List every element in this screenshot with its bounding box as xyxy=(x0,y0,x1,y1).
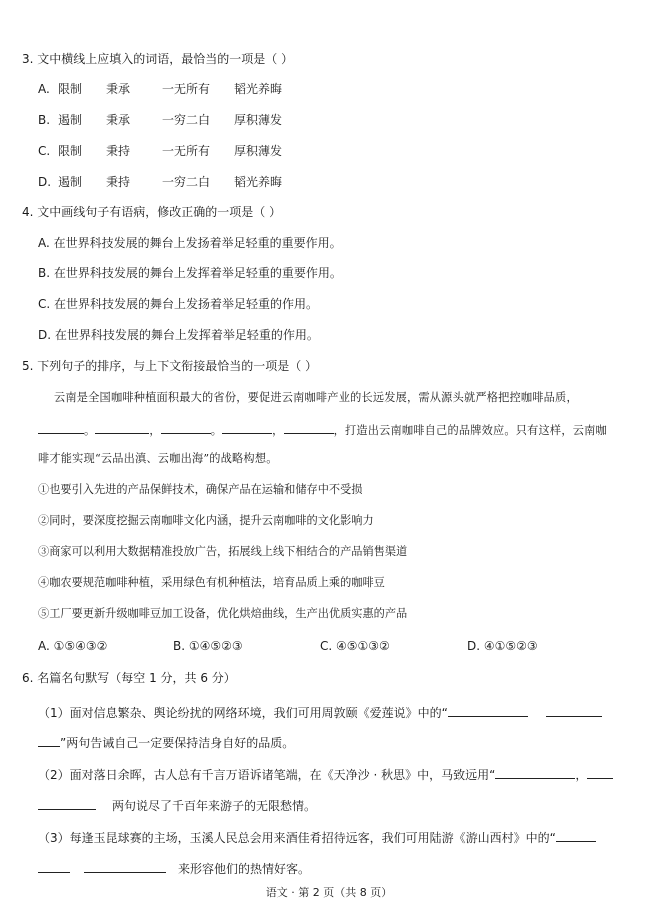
q5-sentence-1: ①也要引入先进的产品保鲜技术，确保产品在运输和储存中不受损 xyxy=(38,483,363,496)
q3-option-d xyxy=(38,174,282,190)
q5-sentence-4: ④咖农要规范咖啡种植，采用绿色有机种植法，培育品质上乘的咖啡豆 xyxy=(38,576,385,589)
item-text: 两句说尽了千百年来游子的无限愁情。 xyxy=(112,799,317,813)
q5-passage-line-1: 云南是全国咖啡种植面积最大的省份，要促进云南咖啡产业的长远发展，需从源头就严格把控咖啡品质， xyxy=(54,391,578,404)
answer-blank[interactable] xyxy=(222,421,272,434)
item-text: （1）面对信息繁杂、舆论纷扰的网络环境，我们可用周敦颐《爱莲说》中的“ xyxy=(38,706,448,720)
option-word: 韬光养晦 xyxy=(234,175,283,189)
option-label: B. xyxy=(38,113,51,127)
punct: ， xyxy=(149,424,161,437)
option-word: 限制 xyxy=(58,82,83,96)
answer-blank[interactable] xyxy=(38,421,84,434)
q5-choice-d: D. ④①⑤②③ xyxy=(467,639,538,653)
q6-item-1-line-2 xyxy=(38,734,294,751)
punct: 。 xyxy=(210,424,223,437)
option-word: 一无所有 xyxy=(162,82,211,96)
option-word: 秉持 xyxy=(106,175,131,189)
q3-title: 3. 文中横线上应填入的词语，最恰当的一项是（ ） xyxy=(22,52,294,66)
q5-title: 5. 下列句子的排序，与上下文衔接最恰当的一项是（ ） xyxy=(22,359,318,373)
punct: 。 xyxy=(84,424,96,437)
option-word: 遏制 xyxy=(58,175,83,189)
option-word: 秉承 xyxy=(106,113,131,127)
q3-option-c xyxy=(38,143,282,159)
option-word: 一穷二白 xyxy=(162,175,211,189)
q6-item-3-line-1 xyxy=(38,829,596,846)
q3-option-b xyxy=(38,112,282,128)
q5-passage-line-3: 啡才能实现“云品出滇、云咖出海”的战略构想。 xyxy=(38,452,278,465)
answer-blank[interactable] xyxy=(556,829,596,842)
answer-blank[interactable] xyxy=(95,421,149,434)
option-label: A. xyxy=(38,82,50,96)
q5-choice-b: B. ①④⑤②③ xyxy=(173,639,243,653)
item-text: （3）每逢玉昆球赛的主场，玉溪人民总会用来酒佳肴招待远客，我们可用陆游《游山西村》中的“ xyxy=(38,831,556,845)
option-word: 秉持 xyxy=(106,144,131,158)
page-footer: 语文 · 第 2 页（共 8 页） xyxy=(265,886,393,899)
q6-item-2-line-1 xyxy=(38,766,613,783)
q4-option-d: D. 在世界科技发展的舞台上发挥着举足轻重的作用。 xyxy=(38,328,319,342)
q5-sentence-2: ②同时，要深度挖掘云南咖啡文化内涵，提升云南咖啡的文化影响力 xyxy=(38,514,374,527)
punct: ， xyxy=(272,424,284,437)
answer-blank[interactable] xyxy=(546,704,602,717)
q5-passage-line-2 xyxy=(38,421,607,439)
answer-blank[interactable] xyxy=(38,797,96,810)
q4-option-b: B. 在世界科技发展的舞台上发挥着举足轻重的重要作用。 xyxy=(38,266,342,280)
answer-blank[interactable] xyxy=(284,421,334,434)
answer-blank[interactable] xyxy=(448,704,528,717)
option-word: 遏制 xyxy=(58,113,83,127)
q3-option-a xyxy=(38,81,282,97)
option-word: 秉承 xyxy=(106,82,131,96)
answer-blank[interactable] xyxy=(38,860,70,873)
answer-blank[interactable] xyxy=(84,860,166,873)
q6-item-1-line-1 xyxy=(38,704,602,721)
punct: ， xyxy=(575,768,588,782)
q4-title: 4. 文中画线句子有语病，修改正确的一项是（ ） xyxy=(22,205,282,219)
q5-sentence-3: ③商家可以利用大数据精准投放广告，拓展线上线下相结合的产品销售渠道 xyxy=(38,545,408,558)
q6-title: 6. 名篇名句默写（每空 1 分，共 6 分） xyxy=(22,671,236,685)
q5-choice-a: A. ①⑤④③② xyxy=(38,639,108,653)
q6-item-2-line-2 xyxy=(38,797,316,814)
answer-blank[interactable] xyxy=(161,421,211,434)
q5-sentence-5: ⑤工厂要更新升级咖啡豆加工设备，优化烘焙曲线，生产出优质实惠的产品 xyxy=(38,607,408,620)
option-word: 厚积薄发 xyxy=(234,144,283,158)
answer-blank[interactable] xyxy=(495,766,575,779)
answer-blank[interactable] xyxy=(38,734,60,747)
passage-tail: ，打造出云南咖啡自己的品牌效应。只有这样，云南咖 xyxy=(333,424,607,437)
item-text: 来形容他们的热情好客。 xyxy=(178,862,311,876)
q4-option-c: C. 在世界科技发展的舞台上发扬着举足轻重的作用。 xyxy=(38,297,319,311)
option-word: 限制 xyxy=(58,144,83,158)
q6-item-3-line-2 xyxy=(38,860,310,877)
item-text: （2）面对落日余晖，古人总有千言万语诉诸笔端，在《天净沙 · 秋思》中，马致远用“ xyxy=(38,768,496,782)
item-text: ”两句告诫自己一定要保持洁身自好的品质。 xyxy=(60,736,295,750)
q4-option-a: A. 在世界科技发展的舞台上发扬着举足轻重的重要作用。 xyxy=(38,236,342,250)
option-word: 一穷二白 xyxy=(162,113,211,127)
option-word: 厚积薄发 xyxy=(234,113,283,127)
option-word: 一无所有 xyxy=(162,144,211,158)
q5-choice-c: C. ④⑤①③② xyxy=(320,639,390,653)
option-label: C. xyxy=(38,144,51,158)
option-word: 韬光养晦 xyxy=(234,82,283,96)
option-label: D. xyxy=(38,175,52,189)
answer-blank[interactable] xyxy=(587,766,613,779)
